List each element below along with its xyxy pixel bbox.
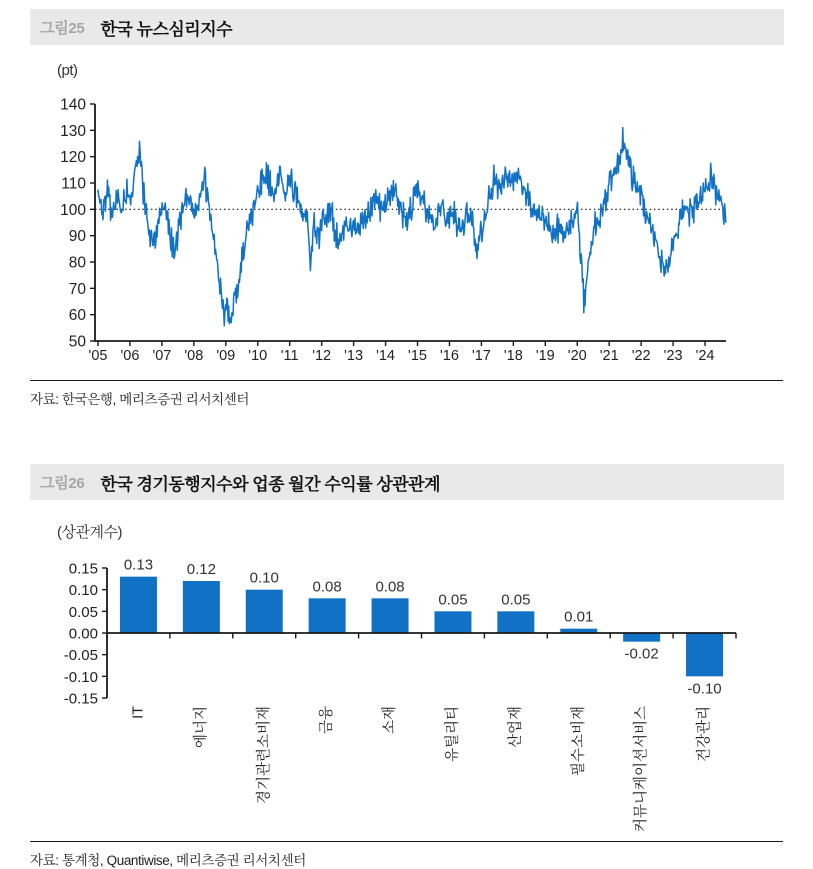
bar-3: [309, 598, 346, 633]
sector-correlation-bar-chart: [0, 540, 813, 846]
y-axis-tick-label: 70: [68, 280, 86, 298]
figure26-header: [30, 464, 784, 500]
category-label: 경기관련소비재: [256, 706, 273, 805]
category-label: 건강관리: [696, 706, 713, 763]
category-labels: [130, 706, 712, 832]
x-axis-tick-label: '13: [344, 348, 364, 364]
y-axis-tick-label: 0.10: [68, 582, 98, 600]
x-axis: [89, 341, 715, 364]
y-axis-tick-label: 0.15: [68, 560, 98, 578]
news-sentiment-line-chart: [0, 80, 813, 380]
bar-4: [372, 598, 409, 633]
x-axis-tick-label: '07: [152, 348, 172, 364]
x-axis-tick-label: '12: [312, 348, 332, 364]
y-axis: [60, 97, 95, 351]
bar-value-label: 0.08: [312, 578, 342, 596]
bar-2: [246, 590, 283, 633]
bar-0: [120, 577, 157, 633]
y-axis-tick-label: 60: [68, 307, 86, 325]
y-axis-tick-label: -0.10: [63, 668, 98, 686]
bar-value-label: 0.10: [249, 569, 279, 587]
figure26-title: 한국 경기동행지수와 업종 월간 수익률 상관관계: [100, 474, 441, 494]
category-label: 금융: [319, 706, 336, 735]
category-label: 에너지: [193, 706, 210, 749]
category-label: 커뮤니케이션서비스: [633, 706, 650, 833]
x-axis-tick-label: '17: [471, 348, 491, 364]
bar-value-label: 0.13: [123, 556, 154, 574]
figure26-tag: 그림26: [40, 474, 85, 492]
y-axis-tick-label: 140: [60, 96, 86, 114]
x-axis-tick-label: '05: [88, 348, 108, 364]
figure26-unit-label: (상관계수): [57, 524, 122, 541]
x-axis-tick-label: '18: [503, 348, 523, 364]
y-axis-tick-label: 80: [68, 254, 86, 272]
x-axis-tick-label: '19: [535, 348, 555, 364]
category-label: 필수소비재: [570, 706, 587, 777]
category-label: 소재: [382, 706, 399, 735]
category-label: 유틸리티: [444, 706, 461, 763]
y-axis: [64, 561, 107, 708]
x-axis-tick-label: '11: [280, 348, 299, 364]
bar-9: [686, 633, 723, 676]
category-label: 산업재: [507, 706, 524, 749]
bar-6: [497, 611, 534, 633]
figure25-title: 한국 뉴스심리지수: [100, 19, 233, 39]
bar-value-label: 0.05: [501, 591, 531, 609]
y-axis-tick-label: 120: [60, 149, 86, 167]
x-axis-tick-label: '24: [695, 348, 715, 364]
bar-value-label: 0.12: [186, 561, 216, 578]
y-axis-tick-label: 110: [61, 175, 86, 193]
y-axis-tick-label: 0.05: [68, 603, 98, 621]
figure25-source: 자료: 한국은행, 메리츠증권 리서치센터: [30, 392, 250, 407]
category-label: IT: [130, 706, 147, 719]
bar-1: [183, 581, 220, 633]
bar-value-label: 0.08: [375, 578, 405, 596]
x-axis-tick-label: '22: [631, 348, 651, 364]
figure26-source: 자료: 통계청, Quantiwise, 메리츠증권 리서치센터: [30, 853, 306, 868]
x-axis-tick-label: '15: [408, 348, 427, 364]
x-axis-tick-label: '23: [663, 348, 683, 364]
y-axis-tick-label: -0.05: [63, 647, 98, 665]
x-axis-tick-label: '06: [120, 348, 140, 364]
bar-value-label: -0.10: [687, 680, 722, 698]
bar-5: [434, 611, 471, 633]
y-axis-tick-label: 90: [68, 228, 86, 246]
bar-8: [623, 633, 660, 642]
axis-lines: [95, 104, 726, 341]
figure25-tag: 그림25: [40, 19, 85, 37]
figure25-divider: [30, 380, 783, 381]
y-axis-tick-label: 100: [60, 201, 86, 219]
y-axis-tick-label: 130: [60, 122, 86, 140]
x-axis-tick-label: '08: [184, 348, 204, 364]
x-axis-tick-label: '16: [439, 348, 459, 364]
x-axis-tick-label: '21: [599, 348, 619, 364]
news-sentiment-index-line: [98, 128, 726, 326]
x-axis-tick-label: '20: [567, 348, 587, 364]
x-axis-tick-label: '14: [376, 348, 396, 364]
figure26-divider: [30, 841, 783, 842]
figure25-header: [30, 9, 784, 45]
x-axis-tick-label: '10: [248, 348, 268, 364]
figure25-unit-label: (pt): [57, 62, 78, 79]
bar-value-label: 0.01: [564, 608, 594, 626]
bar-value-label: 0.05: [438, 591, 468, 609]
bar-value-label: -0.02: [624, 645, 659, 663]
y-axis-tick-label: 0.00: [68, 625, 98, 643]
x-axis-tick-label: '09: [216, 348, 236, 364]
y-axis-tick-label: -0.15: [63, 690, 98, 708]
y-axis-tick-label: 50: [68, 333, 86, 351]
